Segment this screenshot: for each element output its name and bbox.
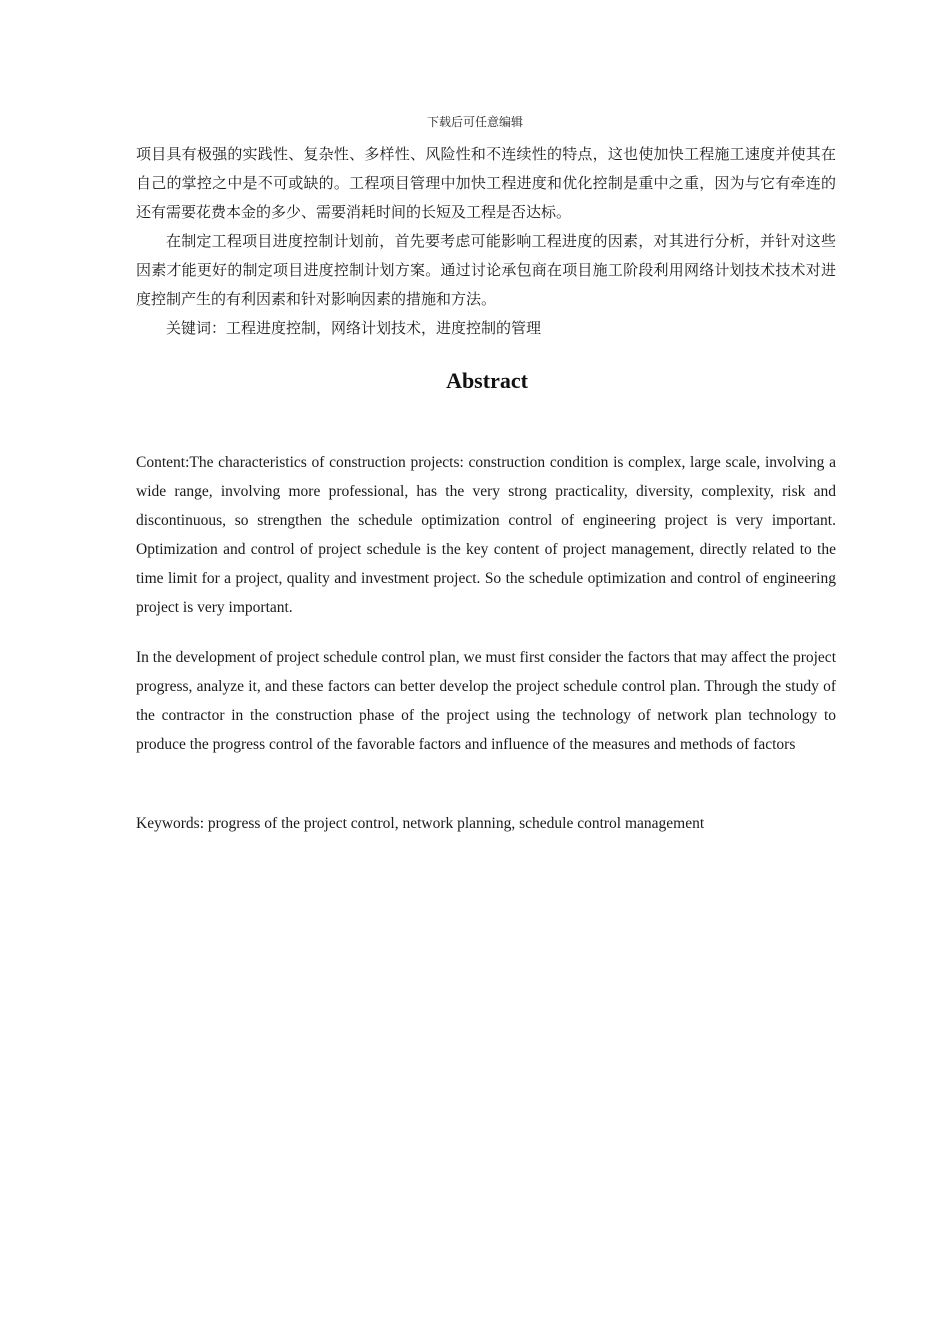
english-paragraph-1-text: Content:The characteristics of construction projects: construction condition is complex, large scale, involving a wide range, involving more professional, has the very strong practicality, diversity, complexity, risk and discontinuous, so strengthen the schedule optimization control of engineering project is very important. Optimization and control of project schedule is the key content of project management, directly related to the time limit for a project, quality and investment project. So the schedule optimization and control of engineering project is very important.	[136, 454, 836, 616]
english-paragraph-1	[136, 448, 836, 622]
chinese-keywords: 关键词：工程进度控制，网络计划技术，进度控制的管理	[166, 319, 542, 337]
chinese-abstract	[136, 140, 836, 343]
abstract-heading: Abstract	[446, 368, 528, 393]
english-paragraph-2-text: In the development of project schedule control plan, we must first consider the factors that may affect the project progress, analyze it, and these factors can better develop the project schedule control plan. Through the study of the contractor in the construction phase of the project using the technology of network plan technology to produce the progress control of the favorable factors and influence of the measures and methods of factors	[136, 649, 836, 753]
english-keywords-text: Keywords: progress of the project control, network planning, schedule control management	[136, 815, 705, 832]
chinese-paragraph-1: 项目具有极强的实践性、复杂性、多样性、风险性和不连续性的特点，这也使加快工程施工速度并使其在自己的掌控之中是不可或缺的。工程项目管理中加快工程进度和优化控制是重中之重，因为与它有牵连的还有需要花费本金的多少、需要消耗时间的长短及工程是否达标。	[136, 145, 836, 221]
download-note: 下载后可任意编辑	[426, 115, 523, 129]
chinese-paragraph-2: 在制定工程项目进度控制计划前，首先要考虑可能影响工程进度的因素，对其进行分析，并针对这些因素才能更好的制定项目进度控制计划方案。通过讨论承包商在项目施工阶段利用网络计划技术技术对进度控制产生的有利因素和针对影响因素的措施和方法。	[136, 232, 836, 308]
english-keywords	[136, 809, 836, 838]
english-paragraph-2	[136, 643, 836, 759]
